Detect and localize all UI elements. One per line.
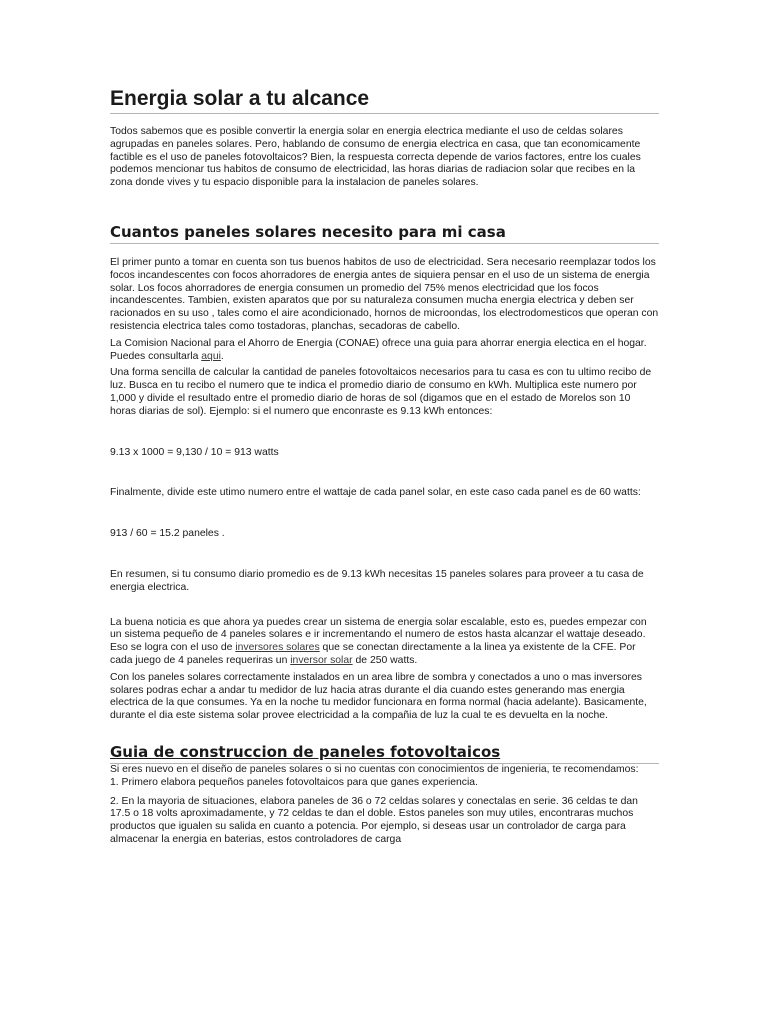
conae-text-end: . xyxy=(220,350,224,362)
conae-text: La Comision Nacional para el Ahorro de Energia (CONAE) ofrece una guia para ahorrar energia electica en el hogar. Puedes consultarla xyxy=(110,337,647,362)
paragraph-habitos: El primer punto a tomar en cuenta son tus buenos habitos de uso de electricidad. Sera necesario reemplazar todos los focos incandescentes con focos ahorradores de energia antes de siquiera pensar en el uso de un sistema de energia solar. Los focos ahorradores de energia consumen un promedio del 75% menos electricidad que los focos incandescentes. Tambien, existen aparatos que por su naturaleza consumen mucha energia electrica y deben ser racionados en su uso , tales como el aire acondicionado, hornos de microondas, los electrodomesticos que operan con resistencia electrica tales como tostadoras, planchas, secadoras de cabello. xyxy=(110,256,659,332)
document-page xyxy=(110,86,659,847)
link-inversor-solar[interactable]: inversor solar xyxy=(290,654,353,666)
noticia-text-c: de 250 watts. xyxy=(352,654,418,666)
section-heading-paneles-casa: Cuantos paneles solares necesito para mi casa xyxy=(110,223,659,244)
paragraph-medidor: Con los paneles solares correctamente instalados en un area libre de sombra y conectados a uno o mas inversores solares podras echar a andar tu medidor de luz hacia atras durante el dia cuando estes generando mas energia electrica de la que consumes. Ya en la noche tu medidor funcionara en forma normal (hacia adelante). Basicamente, durante el dia este sistema solar provee electricidad a la compañia de luz la cual te es devuelta en la noche. xyxy=(110,671,647,722)
paragraph-resumen: En resumen, si tu consumo diario promedio es de 9.13 kWh necesitas 15 paneles solares para proveer a tu casa de energia electrica. xyxy=(110,568,644,593)
page-title: Energia solar a tu alcance xyxy=(110,86,659,114)
noticia-text-a: La buena noticia es que ahora ya puedes crear un sistema de energia solar escalable, esto es, puedes empezar con un sistema pequeño de 4 paneles solares e ir incrementando el numero de estos hasta alcanzar el wattaje deseado. Eso se logra con el uso de xyxy=(110,616,647,654)
noticia-text-b: que se conectan directamente a la linea ya existente de la CFE. Por cada juego de 4 paneles requeriras un xyxy=(110,642,636,666)
paragraph-conae xyxy=(110,338,659,364)
list-item-1: 1. Primero elabora pequeños paneles fotovoltaicos para que ganes experiencia. xyxy=(110,776,478,788)
list-item-2: 2. En la mayoria de situaciones, elabora paneles de 36 o 72 celdas solares y conectalas en serie. 36 celdas te dan 17.5 o 18 volts aproximadamente, y 72 celdas te dan el doble. Estos paneles son muy utiles, encontraras muchos productos que igualen su salida en cuanto a potencia. Por ejemplo, si deseas usar un controlador de carga para almacenar la energia en baterias, estos controladores de carga xyxy=(110,795,638,845)
link-aqui[interactable]: aqui xyxy=(201,350,221,362)
intro-paragraph: Todos sabemos que es posible convertir la energia solar en energia electrica mediante el uso de celdas solares agrupadas en paneles solares. Pero, hablando de consumo de energia electrica en casa, que tan economicamente factible es el uso de paneles fotovoltaicos? Bien, la respuesta correcta depende de varios factores, entre los cuales podemos mencionar tus habitos de consumo de electricidad, las horas diarias de radiacion solar que recibes en la zona donde vives y tu espacio disponible para la instalacion de paneles solares. xyxy=(110,126,641,189)
paragraph-buena-noticia xyxy=(110,617,659,668)
paragraph-wattaje: Finalmente, divide este utimo numero entre el wattaje de cada panel solar, en este caso cada panel es de 60 watts: xyxy=(110,487,641,499)
paragraph-recomendamos: Si eres nuevo en el diseño de paneles solares o si no cuentas con conocimientos de ingenieria, te recomendamos: xyxy=(110,763,639,775)
link-inversores-solares[interactable]: inversores solares xyxy=(235,642,320,654)
section-heading-guia-construccion: Guia de construccion de paneles fotovoltaicos xyxy=(110,743,659,764)
formula-paneles: 913 / 60 = 15.2 paneles . xyxy=(110,528,225,540)
paragraph-calculo: Una forma sencilla de calcular la cantidad de paneles fotovoltaicos necesarios para tu casa es con tu ultimo recibo de luz. Busca en tu recibo el numero que te indica el promedio diario de consumo en kWh. Multiplica este numero por 1,000 y divide el resultado entre el promedio diario de horas de sol (digamos que en el estado de Morelos son 10 horas diarias de sol). Ejemplo: si el numero que enconraste es 9.13 kWh entonces: xyxy=(110,367,652,417)
formula-watts: 9.13 x 1000 = 9,130 / 10 = 913 watts xyxy=(110,446,279,458)
